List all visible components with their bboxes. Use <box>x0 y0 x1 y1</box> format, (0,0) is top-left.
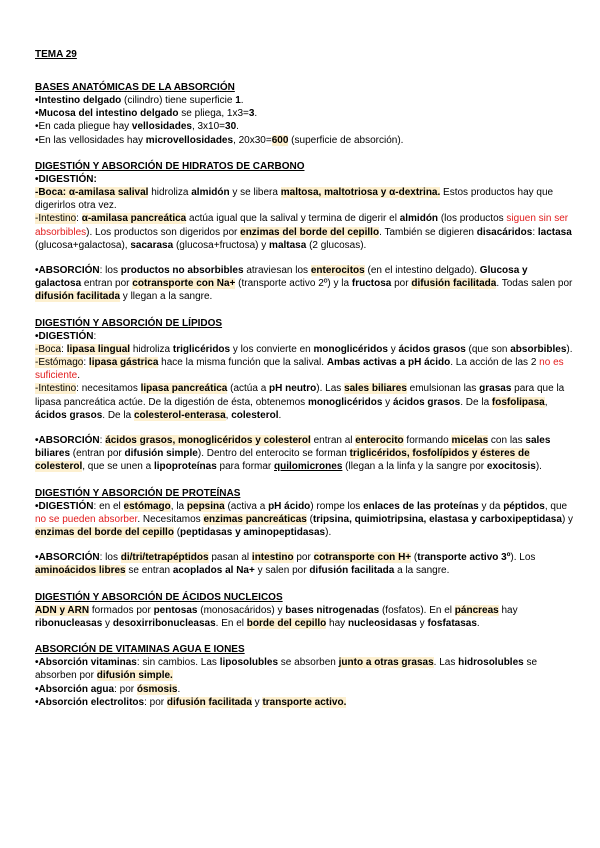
text-fragment: 30 <box>225 121 237 133</box>
text-fragment: 1 <box>235 95 241 106</box>
text-fragment: productos no absorbibles <box>120 265 244 277</box>
text-fragment: aminoácidos libres <box>35 565 126 577</box>
section-heading: BASES ANATÓMICAS DE LA ABSORCIÓN <box>35 82 235 93</box>
text-fragment: microvellosidades <box>145 134 234 146</box>
text-fragment: . Las <box>433 657 459 669</box>
text-fragment: lactasa <box>537 226 572 238</box>
text-fragment: •ABSORCIÓN <box>35 265 100 277</box>
text-fragment: se entran <box>125 565 173 577</box>
text-fragment: : por <box>114 683 137 695</box>
text-line <box>35 656 576 682</box>
text-fragment: : por <box>144 696 167 708</box>
text-fragment: •DIGESTIÓN <box>35 500 94 512</box>
text-fragment: y se libera <box>229 187 281 199</box>
text-fragment: formados por <box>89 604 154 616</box>
text-fragment: (fosfatos). En el <box>379 604 455 616</box>
text-fragment: enterocitos <box>310 265 365 277</box>
text-fragment: enterocito <box>355 435 404 447</box>
text-fragment: , que <box>544 500 568 512</box>
text-fragment: absorbibles <box>510 343 567 355</box>
text-fragment: colesterol <box>231 409 279 421</box>
text-fragment: : <box>99 435 106 447</box>
text-fragment: siguen sin ser absorbibles <box>35 213 569 238</box>
text-fragment: actúa igual que la salival y termina de digerir el <box>186 213 400 225</box>
text-fragment: -Boca <box>35 343 62 355</box>
text-fragment: (actúa a <box>227 383 270 395</box>
section-acidos-nucleicos <box>35 591 576 630</box>
text-fragment: ). <box>325 527 332 539</box>
text-fragment: ácidos grasos <box>35 409 103 421</box>
text-fragment: , <box>544 396 548 408</box>
text-fragment: . De la <box>102 409 134 421</box>
text-fragment: . También se digieren <box>379 226 477 238</box>
text-fragment: . <box>177 683 181 695</box>
text-fragment: -Intestino <box>35 213 77 225</box>
text-fragment: : en el <box>93 500 124 512</box>
text-fragment: almidón <box>399 213 439 225</box>
text-fragment: para formar <box>216 461 275 473</box>
text-fragment: . Todas salen por <box>496 278 573 290</box>
text-fragment: hace la misma función que la salival. <box>158 357 327 369</box>
text-fragment: lipasa pancreática <box>140 383 228 395</box>
paragraph-intestino <box>35 212 576 252</box>
text-fragment: Glucosa y galactosa <box>35 265 528 290</box>
text-fragment: cotransporte con Na+ <box>132 278 236 290</box>
text-fragment: . De la <box>460 396 492 408</box>
text-fragment: •ABSORCIÓN <box>35 435 100 447</box>
section-heading: DIGESTIÓN Y ABSORCIÓN DE PROTEÍNAS <box>35 487 241 499</box>
text-fragment: desoxirribonucleasas <box>112 617 216 629</box>
text-fragment: : <box>532 226 538 238</box>
text-fragment: , 3x10= <box>191 121 226 133</box>
text-fragment: . <box>236 121 239 133</box>
text-fragment: •Absorción vitaminas <box>35 657 137 669</box>
text-fragment: . Necesitamos <box>137 513 204 525</box>
text-fragment: transporte activo 3º <box>417 552 511 564</box>
text-fragment: y salen por <box>254 565 310 577</box>
text-fragment: ) rompe los <box>310 500 364 512</box>
text-fragment: sales biliares <box>35 435 551 460</box>
text-fragment: colesterol-enterasa <box>133 409 226 421</box>
text-fragment: sales biliares <box>344 383 407 395</box>
text-fragment: •DIGESTIÓN <box>35 330 94 342</box>
section-bases-anatomicas <box>35 81 576 147</box>
text-fragment: difusión facilitada <box>166 696 252 708</box>
text-fragment: ácidos grasos <box>392 396 461 408</box>
text-fragment: péptidos <box>503 500 545 512</box>
paragraph-boca <box>35 343 576 356</box>
text-fragment: . <box>278 409 282 421</box>
text-fragment: por <box>391 278 412 290</box>
text-fragment: a la sangre. <box>394 565 450 577</box>
text-fragment: para que la lipasa pancreática actúe. De la digestión de ésta, obtenemos <box>35 383 565 408</box>
text-fragment: no se pueden absorber <box>35 513 138 525</box>
text-fragment: •En cada pliegue hay <box>35 121 132 133</box>
text-line <box>35 683 576 696</box>
text-fragment: junto a otras grasas <box>338 657 434 669</box>
text-fragment: enzimas del borde del cepillo <box>240 226 380 238</box>
text-fragment: •En las vellosidades hay <box>35 134 146 146</box>
text-fragment: ) y <box>561 513 574 525</box>
text-fragment: (activa a <box>224 500 269 512</box>
text-fragment: difusión simple <box>124 448 198 460</box>
text-fragment: hay <box>498 604 518 616</box>
paragraph-absorcion <box>35 434 576 474</box>
text-fragment: enzimas pancreáticas <box>203 513 307 525</box>
paragraph-absorcion <box>35 551 576 577</box>
paragraph-digestion <box>35 500 576 540</box>
text-fragment: •Absorción electrolitos <box>35 696 145 708</box>
text-fragment: por <box>293 552 314 564</box>
text-fragment: Ambas activas a pH ácido <box>326 357 451 369</box>
text-fragment: lipoproteínas <box>153 461 217 473</box>
text-fragment: : necesitamos <box>76 383 141 395</box>
text-fragment: (llegan a la linfa y la sangre por <box>342 461 487 473</box>
text-fragment: fosfolipasa <box>491 396 545 408</box>
text-line <box>35 107 576 120</box>
text-fragment: triglicéridos <box>172 343 231 355</box>
text-fragment: -Boca: α-amilasa salival <box>35 187 149 199</box>
text-fragment: se pliega, 1x3= <box>178 108 249 120</box>
text-fragment: ( <box>411 552 418 564</box>
text-fragment: pH ácido <box>268 500 311 512</box>
section-heading: DIGESTIÓN Y ABSORCIÓN DE HIDRATOS DE CARBONO <box>35 160 305 172</box>
text-fragment: y llegan a la sangre. <box>120 291 213 303</box>
text-fragment: . La acción de las 2 <box>450 357 540 369</box>
text-fragment: hidroliza <box>148 187 192 199</box>
text-fragment: transporte activo. <box>262 696 347 708</box>
text-fragment: y da <box>478 500 504 512</box>
section-vitaminas-agua-iones <box>35 643 576 709</box>
text-fragment: intestino <box>251 552 294 564</box>
text-fragment: ( <box>306 513 313 525</box>
text-fragment: quilomicrones <box>274 461 343 473</box>
text-fragment: ( <box>173 527 181 539</box>
text-fragment: entran por <box>81 278 133 290</box>
text-fragment: fructosa <box>351 278 392 290</box>
text-fragment: lipasa lingual <box>66 343 131 355</box>
text-fragment: : los <box>99 265 121 277</box>
text-fragment: di/tri/tetrapéptidos <box>120 552 209 564</box>
text-fragment: monoglicéridos <box>313 343 388 355</box>
text-fragment: , que se unen a <box>82 461 154 473</box>
text-fragment: Estos productos hay que digerirlos otra vez. <box>35 187 554 212</box>
text-fragment: hay <box>326 617 348 629</box>
text-fragment: : <box>61 343 67 355</box>
text-fragment: . En el <box>215 617 247 629</box>
text-fragment: ). <box>566 343 573 355</box>
text-fragment: , la <box>170 500 187 512</box>
text-fragment: monoglicéridos <box>307 396 383 408</box>
text-fragment: bases nitrogenadas <box>285 604 380 616</box>
text-fragment: (2 glucosas). <box>306 239 367 251</box>
text-fragment: cotransporte con H+ <box>313 552 412 564</box>
text-fragment: enlaces de las proteínas <box>363 500 479 512</box>
section-hidratos-de-carbono <box>35 160 576 304</box>
text-fragment: pepsina <box>186 500 225 512</box>
section-lipidos <box>35 317 576 474</box>
text-fragment: •Mucosa del intestino delgado <box>35 108 179 120</box>
text-fragment: ácidos grasos <box>398 343 466 355</box>
text-fragment: borde del cepillo <box>246 617 327 629</box>
text-fragment: atraviesan los <box>243 265 311 277</box>
text-fragment: pH neutro <box>269 383 317 395</box>
text-fragment: difusión facilitada <box>309 565 395 577</box>
text-fragment: se absorben <box>278 657 339 669</box>
paragraph-absorcion <box>35 264 576 304</box>
text-fragment: . <box>240 95 244 106</box>
text-fragment: ácidos grasos, monoglicéridos y colesterol <box>105 435 311 447</box>
text-fragment: y <box>416 617 428 629</box>
text-fragment: entran al <box>310 435 356 447</box>
text-fragment: difusión facilitada <box>35 291 121 303</box>
text-fragment: estómago <box>123 500 171 512</box>
text-fragment: liposolubles <box>219 657 279 669</box>
subheading-digestion: •DIGESTIÓN: <box>35 173 97 185</box>
text-fragment: (en el intestino delgado). <box>364 265 480 277</box>
text-fragment: grasas <box>479 383 512 395</box>
text-fragment: ribonucleasas <box>35 617 103 629</box>
subheading-digestion <box>35 330 576 343</box>
section-proteinas <box>35 487 576 578</box>
document-title: TEMA 29 <box>35 49 77 60</box>
text-fragment: . <box>254 108 258 120</box>
text-fragment: emulsionan las <box>406 383 480 395</box>
text-fragment: . <box>77 370 81 382</box>
text-fragment: difusión simple. <box>96 670 173 682</box>
text-fragment: formando <box>403 435 452 447</box>
section-heading: DIGESTIÓN Y ABSORCIÓN DE LÍPIDOS <box>35 317 223 329</box>
paragraph-estomago <box>35 356 576 382</box>
text-fragment: lipasa gástrica <box>88 357 159 369</box>
text-fragment: •ABSORCIÓN <box>35 552 100 564</box>
text-fragment: ósmosis <box>136 683 178 695</box>
text-fragment: : <box>76 213 82 225</box>
text-fragment: nucleosidasas <box>347 617 417 629</box>
text-fragment: pasan al <box>208 552 252 564</box>
text-fragment: : sin cambios. Las <box>136 657 220 669</box>
text-fragment: hidrosolubles <box>458 657 524 669</box>
text-line <box>35 94 576 107</box>
text-fragment: se absorben por <box>35 657 538 682</box>
text-fragment: ADN y ARN <box>35 604 90 616</box>
text-fragment: •Absorción agua <box>35 683 115 695</box>
text-fragment: peptidasas y aminopeptidasas <box>180 527 326 539</box>
paragraph-intestino <box>35 382 576 422</box>
text-fragment: α-amilasa pancreática <box>81 213 187 225</box>
text-fragment: (entran por <box>70 448 125 460</box>
text-fragment: , <box>225 409 232 421</box>
text-fragment: (transporte activo 2º) y la <box>235 278 352 290</box>
text-fragment: fosfatasas <box>427 617 477 629</box>
text-fragment: (superficie de absorción). <box>288 134 404 146</box>
text-fragment: y <box>382 396 393 408</box>
text-fragment: disacáridos <box>476 226 533 238</box>
text-line <box>35 134 576 147</box>
text-fragment: páncreas <box>454 604 499 616</box>
text-fragment: : <box>93 330 97 342</box>
text-fragment: micelas <box>451 435 489 447</box>
text-fragment: (glucosa+fructosa) y <box>173 239 270 251</box>
text-fragment: (los productos <box>438 213 507 225</box>
text-fragment: vellosidades <box>131 121 192 133</box>
text-fragment: acoplados al Na+ <box>172 565 255 577</box>
paragraph-nucleicos <box>35 604 576 630</box>
text-fragment: . <box>476 617 480 629</box>
text-line <box>35 120 576 133</box>
text-fragment: ). Los <box>510 552 536 564</box>
text-fragment: exocitosis <box>486 461 536 473</box>
text-fragment: (glucosa+galactosa), <box>35 239 131 251</box>
section-heading: ABSORCIÓN DE VITAMINAS AGUA E IONES <box>35 644 245 656</box>
text-fragment: (que son <box>465 343 511 355</box>
text-fragment: (monosacáridos) y <box>197 604 286 616</box>
text-fragment: hidroliza <box>130 343 173 355</box>
text-fragment: triglicéridos, fosfolípidos y ésteres de colesterol <box>35 448 530 473</box>
text-fragment: ). <box>535 461 542 473</box>
text-fragment: con las <box>488 435 526 447</box>
text-fragment: difusión facilitada <box>411 278 497 290</box>
text-fragment: , 20x30= <box>233 134 272 146</box>
text-fragment: almidón <box>191 187 230 199</box>
text-fragment: -Estómago <box>35 357 84 369</box>
text-fragment: 600 <box>271 134 289 146</box>
text-fragment: : <box>83 357 89 369</box>
text-fragment: •Intestino delgado <box>35 95 122 106</box>
text-fragment: y <box>251 696 263 708</box>
text-fragment: maltosa, maltotriosa y α-dextrina. <box>280 187 441 199</box>
text-fragment: maltasa <box>269 239 307 251</box>
text-fragment: pentosas <box>153 604 198 616</box>
text-fragment: 3 <box>248 108 255 120</box>
text-fragment: (cilindro) tiene superficie <box>121 95 236 106</box>
text-fragment: y <box>102 617 113 629</box>
text-fragment: sacarasa <box>130 239 174 251</box>
text-fragment: tripsina, quimiotripsina, elastasa y carboxipeptidasa <box>312 513 562 525</box>
text-fragment: ). Las <box>316 383 345 395</box>
text-line <box>35 696 576 709</box>
section-heading: DIGESTIÓN Y ABSORCIÓN DE ÁCIDOS NUCLEICOS <box>35 591 283 603</box>
text-fragment: enzimas del borde del cepillo <box>35 527 174 539</box>
text-fragment: y <box>387 343 399 355</box>
text-fragment: : los <box>99 552 121 564</box>
text-fragment: ). Dentro del enterocito se forman <box>197 448 350 460</box>
text-fragment: y los convierte en <box>230 343 314 355</box>
text-fragment: -Intestino <box>35 383 77 395</box>
text-fragment: ). Los productos son digeridos por <box>86 226 241 238</box>
paragraph-boca <box>35 186 576 212</box>
text-fragment: no es suficiente <box>35 357 564 382</box>
